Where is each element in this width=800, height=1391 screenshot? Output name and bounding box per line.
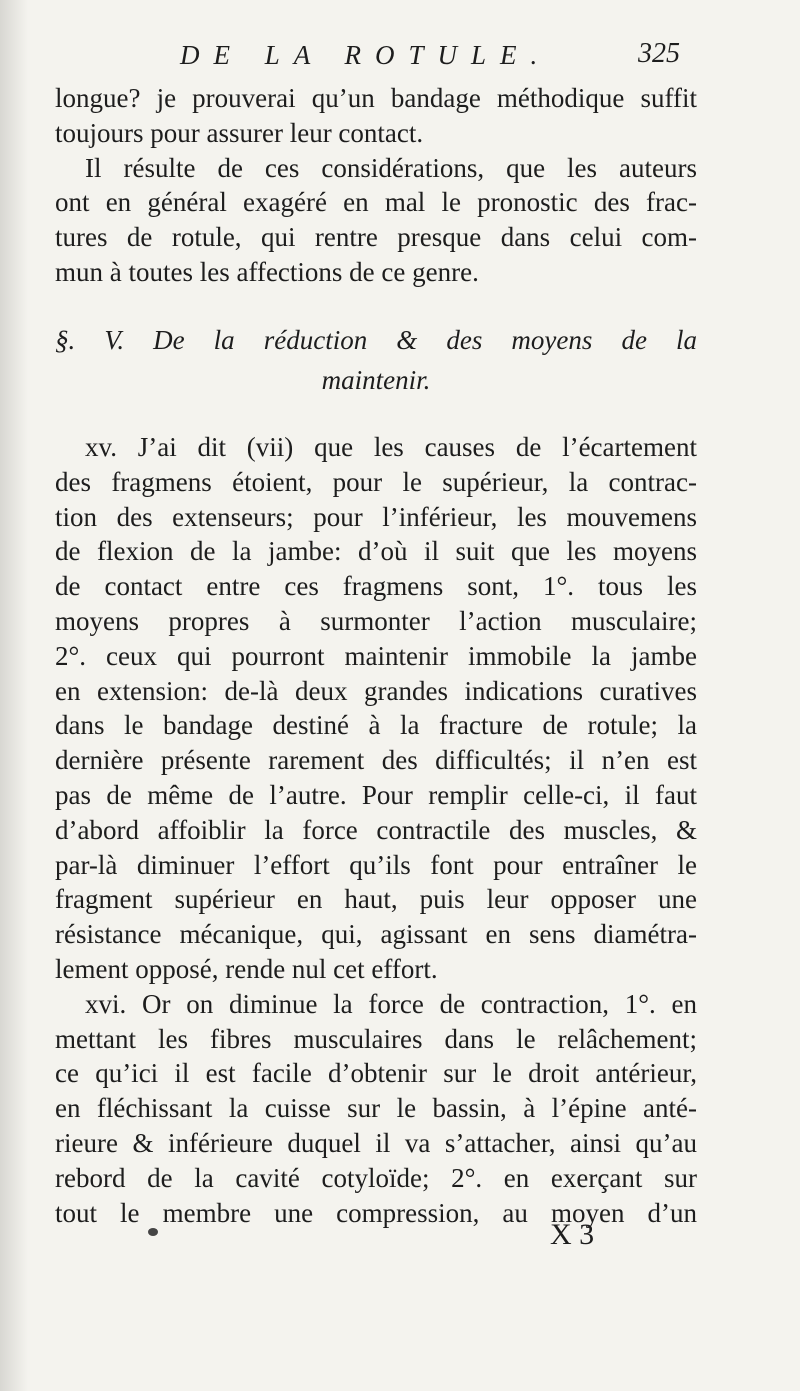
text-line: 2°. ceux qui pourront maintenir immobile la jambe [55, 640, 697, 671]
text-line: des fragmens étoient, pour le supérieur, la contrac- [55, 466, 697, 497]
text-line: ce qu’ici il est facile d’obtenir sur le droit antérieur, [55, 1058, 697, 1089]
text-line: en extension: de-là deux grandes indications curatives [55, 675, 697, 706]
running-head: DE LA ROTULE. [180, 40, 552, 70]
text-line: ont en général exagéré en mal le pronostic des frac- [55, 187, 697, 218]
text-line: toujours pour assurer leur contact. [55, 117, 424, 148]
text-line: dans le bandage destiné à la fracture de rotule; la [55, 710, 697, 741]
text-line: mun à toutes les affections de ce genre. [55, 256, 479, 287]
text-line: rieure & inférieure duquel il va s’attacher, ainsi qu’au [55, 1127, 697, 1158]
text-line: lement opposé, rende nul cet effort. [55, 953, 438, 984]
section-heading [55, 320, 697, 400]
text-line: pas de même de l’autre. Pour remplir celle-ci, il faut [55, 779, 697, 810]
text-line: Il résulte de ces considérations, que les auteurs [85, 152, 697, 183]
text-line: tout le membre une compression, au moyen d’un [55, 1197, 697, 1228]
text-line: en fléchissant la cuisse sur le bassin, à l’épine anté- [55, 1093, 697, 1124]
ink-smudge [148, 1228, 158, 1236]
text-line: mettant les fibres musculaires dans le relâchement; [55, 1023, 697, 1054]
text-line: par-là diminuer l’effort qu’ils font pour entraîner le [55, 849, 697, 880]
signature-mark: X 3 [550, 1218, 595, 1251]
text-line: moyens propres à surmonter l’action musculaire; [55, 605, 697, 636]
section-heading-line: §. V. De la réduction & des moyens de la [55, 325, 697, 355]
text-line: tion des extenseurs; pour l’inférieur, les mouvemens [55, 501, 697, 532]
text-line: d’abord affoiblir la force contractile des muscles, & [55, 814, 697, 845]
page-number: 325 [638, 38, 680, 69]
section-heading-line: maintenir. [321, 365, 431, 395]
paragraph-1 [55, 81, 697, 290]
text-line: dernière présente rarement des difficultés; il n’en est [55, 745, 697, 776]
text-line: longue? je prouverai qu’un bandage méthodique suffit [55, 83, 697, 113]
page-edge-shadow [0, 0, 28, 1391]
text-line: de contact entre ces fragmens sont, 1°. tous les [55, 571, 697, 602]
text-line: xvi. Or on diminue la force de contraction, 1°. en [85, 988, 697, 1019]
text-line: xv. J’ai dit (vii) que les causes de l’écartement [85, 432, 697, 462]
text-line: tures de rotule, qui rentre presque dans celui com- [55, 222, 697, 253]
text-line: fragment supérieur en haut, puis leur opposer une [55, 884, 697, 915]
paragraph-2 [55, 430, 697, 1230]
text-line: rebord de la cavité cotyloïde; 2°. en exerçant sur [55, 1162, 697, 1193]
text-line: résistance mécanique, qui, agissant en sens diamétra- [55, 919, 697, 950]
text-line: de flexion de la jambe: d’où il suit que les moyens [55, 536, 697, 567]
